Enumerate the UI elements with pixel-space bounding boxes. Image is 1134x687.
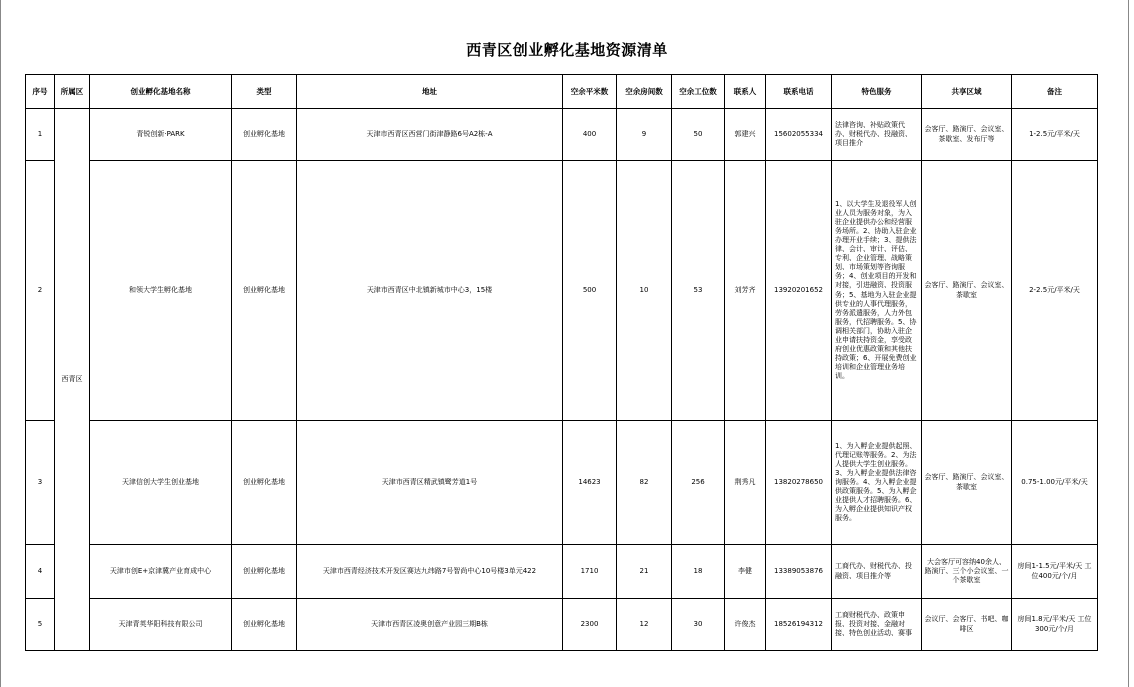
table-header-row	[26, 75, 1098, 109]
cell-shared: 会客厅、路演厅、会议室、茶歇室	[922, 161, 1012, 421]
cell-rooms: 21	[617, 545, 672, 599]
cell-type: 创业孵化基地	[232, 109, 297, 161]
cell-seats: 256	[672, 421, 725, 545]
cell-services: 法律咨询、补贴政策代办、财税代办、投融资、项目推介	[832, 109, 922, 161]
header-name: 创业孵化基地名称	[90, 75, 232, 109]
header-note: 备注	[1012, 75, 1098, 109]
table-row	[26, 545, 1098, 599]
header-type: 类型	[232, 75, 297, 109]
header-address: 地址	[297, 75, 563, 109]
header-district: 所属区	[55, 75, 90, 109]
cell-contact: 荆秀凡	[725, 421, 766, 545]
cell-name: 天津信创大学生创业基地	[90, 421, 232, 545]
cell-type: 创业孵化基地	[232, 161, 297, 421]
cell-note: 2-2.5元/平米/天	[1012, 161, 1098, 421]
cell-rooms: 10	[617, 161, 672, 421]
header-services: 特色服务	[832, 75, 922, 109]
cell-seats: 50	[672, 109, 725, 161]
cell-name: 天津市创E+京津冀产业育成中心	[90, 545, 232, 599]
cell-name: 青锐创新·PARK	[90, 109, 232, 161]
cell-area: 14623	[563, 421, 617, 545]
cell-contact: 郭建兴	[725, 109, 766, 161]
cell-note: 0.75-1.00元/平米/天	[1012, 421, 1098, 545]
cell-services: 1、为入孵企业提供起照、代理记账等服务。2、为法人提供大学生创业服务。3、为入孵企业提供法律咨询服务。4、为入孵企业提供政策服务。5、为入孵企业提供人才招聘服务。6、为入孵企业提供知识产权服务。	[832, 421, 922, 545]
header-contact: 联系人	[725, 75, 766, 109]
cell-services: 工商代办、财税代办、投融资、项目推介等	[832, 545, 922, 599]
cell-seats: 18	[672, 545, 725, 599]
document-title: 西青区创业孵化基地资源清单	[466, 41, 668, 59]
header-phone: 联系电话	[766, 75, 832, 109]
page-border-right	[1128, 0, 1129, 687]
header-seats: 空余工位数	[672, 75, 725, 109]
cell-shared: 会议厅、会客厅、书吧、咖啡区	[922, 599, 1012, 651]
cell-no: 5	[26, 599, 55, 651]
table-row	[26, 109, 1098, 161]
cell-address: 天津市西青区中北镇新城市中心3，15楼	[297, 161, 563, 421]
cell-address: 天津市西青区精武镇鹭芳道1号	[297, 421, 563, 545]
cell-contact: 刘芳齐	[725, 161, 766, 421]
cell-no: 1	[26, 109, 55, 161]
header-shared: 共享区域	[922, 75, 1012, 109]
cell-no: 3	[26, 421, 55, 545]
cell-phone: 18526194312	[766, 599, 832, 651]
resource-table	[25, 74, 1098, 651]
cell-name: 和领大学生孵化基地	[90, 161, 232, 421]
cell-name: 天津青英华阳科技有限公司	[90, 599, 232, 651]
cell-address: 天津市西青区西营门街津静路6号A2栋-A	[297, 109, 563, 161]
cell-phone: 15602055334	[766, 109, 832, 161]
cell-seats: 30	[672, 599, 725, 651]
cell-rooms: 82	[617, 421, 672, 545]
cell-type: 创业孵化基地	[232, 599, 297, 651]
table-row	[26, 161, 1098, 421]
cell-shared: 会客厅、路演厅、会议室、茶歇室、发布厅等	[922, 109, 1012, 161]
cell-area: 2300	[563, 599, 617, 651]
page-border-left	[0, 0, 1, 687]
table-row	[26, 421, 1098, 545]
cell-rooms: 12	[617, 599, 672, 651]
cell-district: 西青区	[55, 109, 90, 651]
table-row	[26, 599, 1098, 651]
header-area: 空余平米数	[563, 75, 617, 109]
cell-phone: 13389053876	[766, 545, 832, 599]
header-no: 序号	[26, 75, 55, 109]
cell-address: 天津市西青经济技术开发区赛达九纬路7号智尚中心10号楼3单元422	[297, 545, 563, 599]
cell-type: 创业孵化基地	[232, 421, 297, 545]
cell-rooms: 9	[617, 109, 672, 161]
cell-shared: 会客厅、路演厅、会议室、茶歇室	[922, 421, 1012, 545]
cell-services: 工商财税代办、政策申报、投资对接、金融对接、特色创业活动、赛事	[832, 599, 922, 651]
cell-phone: 13820278650	[766, 421, 832, 545]
cell-area: 400	[563, 109, 617, 161]
cell-services: 1、以大学生及退役军人创业人员为服务对象，为入驻企业提供办公和经营服务场所。2、协助入驻企业办理开业手续；3、提供法律、会计、审计、评估、专利、企业管理、战略策划、市场策划等咨询服务；4、创业项目的开发和对接，引进融资、投资服务；5、基地为入驻企业提供专业的人事代理服务，劳务派遣服务，人力外包服务，代招聘服务。5、协调相关部门，协助入驻企业申请扶持资金，享受政府创业优惠政策和其他扶持政策；6、开展免费创业培训和企业管理业务培训。	[832, 161, 922, 421]
cell-no: 4	[26, 545, 55, 599]
cell-area: 1710	[563, 545, 617, 599]
header-rooms: 空余房间数	[617, 75, 672, 109]
cell-type: 创业孵化基地	[232, 545, 297, 599]
cell-note: 1-2.5元/平米/天	[1012, 109, 1098, 161]
cell-no: 2	[26, 161, 55, 421]
cell-note: 房间1.8元/平米/天 工位300元/个/月	[1012, 599, 1098, 651]
cell-contact: 许俊杰	[725, 599, 766, 651]
cell-contact: 李健	[725, 545, 766, 599]
cell-area: 500	[563, 161, 617, 421]
cell-shared: 大会客厅可容纳40余人、路演厅、三个小会议室、一个茶歇室	[922, 545, 1012, 599]
cell-seats: 53	[672, 161, 725, 421]
cell-note: 房间1-1.5元/平米/天 工位400元/个/月	[1012, 545, 1098, 599]
cell-address: 天津市西青区凌奥创意产业园三期B栋	[297, 599, 563, 651]
cell-phone: 13920201652	[766, 161, 832, 421]
